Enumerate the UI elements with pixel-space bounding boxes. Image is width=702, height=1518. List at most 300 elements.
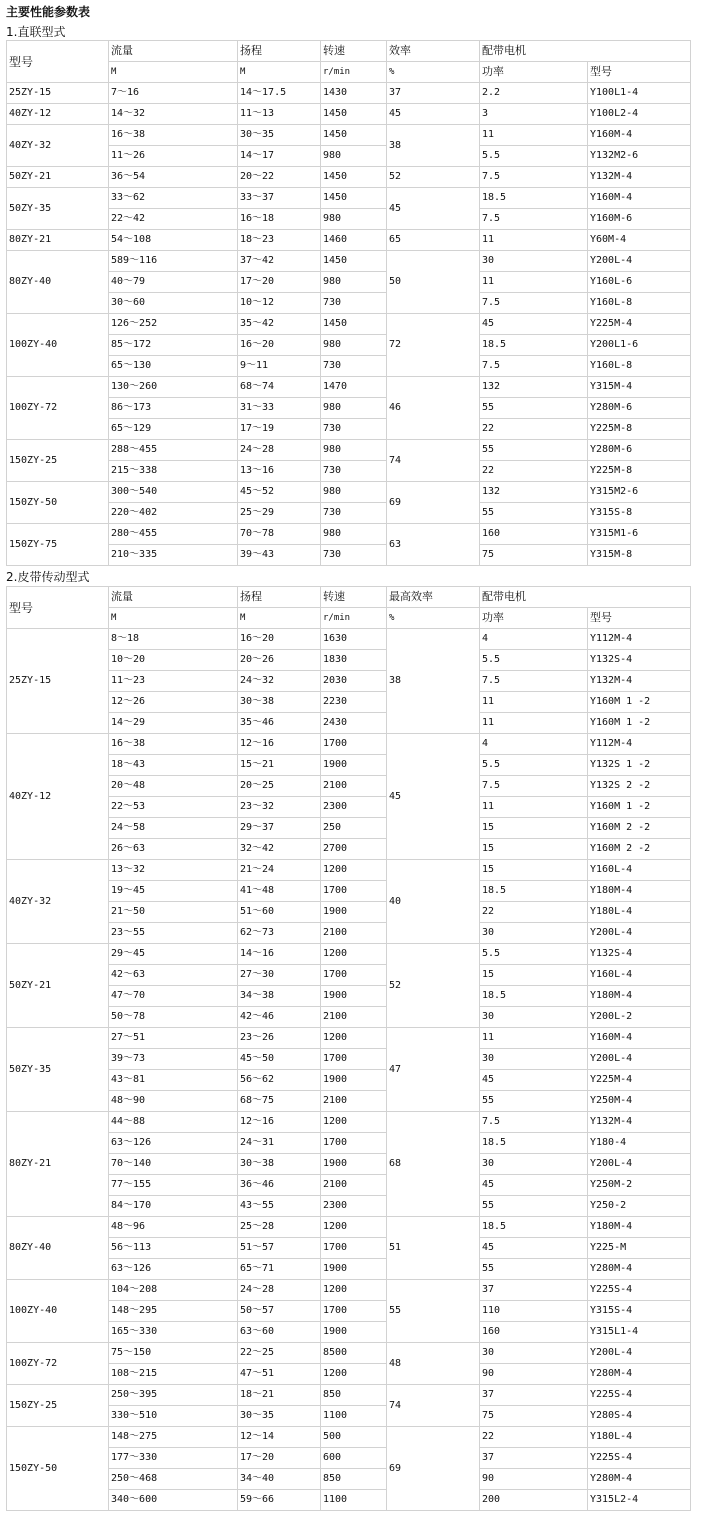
pump-model-cell: 40ZY-32 xyxy=(7,125,109,167)
speed-cell: 1700 xyxy=(321,1301,387,1322)
power-cell: 7.5 xyxy=(480,167,588,188)
table-row xyxy=(7,125,691,146)
power-cell: 45 xyxy=(480,1070,588,1091)
speed-cell: 2230 xyxy=(321,692,387,713)
flow-cell: 36～54 xyxy=(109,167,238,188)
table-row xyxy=(7,965,691,986)
flow-cell: 250～395 xyxy=(109,1385,238,1406)
flow-cell: 29～45 xyxy=(109,944,238,965)
head-cell: 16～20 xyxy=(238,629,321,650)
speed-cell: 1200 xyxy=(321,944,387,965)
table-row xyxy=(7,1133,691,1154)
table-row xyxy=(7,755,691,776)
table-row xyxy=(7,251,691,272)
table-row xyxy=(7,524,691,545)
flow-cell: 330～510 xyxy=(109,1406,238,1427)
speed-cell: 1830 xyxy=(321,650,387,671)
speed-cell: 1900 xyxy=(321,755,387,776)
flow-cell: 63～126 xyxy=(109,1133,238,1154)
table-row xyxy=(7,1007,691,1028)
table-row xyxy=(7,146,691,167)
flow-cell: 42～63 xyxy=(109,965,238,986)
speed-cell: 1450 xyxy=(321,125,387,146)
efficiency-cell: 45 xyxy=(387,734,480,860)
power-cell: 11 xyxy=(480,272,588,293)
head-cell: 32～42 xyxy=(238,839,321,860)
flow-cell: 43～81 xyxy=(109,1070,238,1091)
motor-model-cell: Y280M-4 xyxy=(588,1469,691,1490)
pump-model-cell: 25ZY-15 xyxy=(7,83,109,104)
efficiency-cell: 38 xyxy=(387,125,480,167)
table-row xyxy=(7,923,691,944)
pump-model-cell: 100ZY-72 xyxy=(7,377,109,440)
power-cell: 11 xyxy=(480,125,588,146)
efficiency-cell: 68 xyxy=(387,1112,480,1217)
flow-cell: 7～16 xyxy=(109,83,238,104)
speed-cell: 2100 xyxy=(321,1007,387,1028)
power-cell: 37 xyxy=(480,1280,588,1301)
power-cell: 11 xyxy=(480,692,588,713)
head-cell: 30～38 xyxy=(238,692,321,713)
flow-cell: 13～32 xyxy=(109,860,238,881)
flow-cell: 86～173 xyxy=(109,398,238,419)
head-cell: 47～51 xyxy=(238,1364,321,1385)
efficiency-cell: 52 xyxy=(387,944,480,1028)
speed-cell: 1900 xyxy=(321,1322,387,1343)
speed-cell: 1700 xyxy=(321,734,387,755)
power-cell: 4 xyxy=(480,629,588,650)
motor-model-cell: Y180L-4 xyxy=(588,902,691,923)
flow-cell: 104～208 xyxy=(109,1280,238,1301)
head-unit: M xyxy=(238,62,321,83)
flow-cell: 48～90 xyxy=(109,1091,238,1112)
table-row xyxy=(7,713,691,734)
flow-cell: 148～275 xyxy=(109,1427,238,1448)
head-cell: 25～28 xyxy=(238,1217,321,1238)
head-cell: 12～16 xyxy=(238,1112,321,1133)
flow-cell: 14～29 xyxy=(109,713,238,734)
motor-model-cell: Y160M-6 xyxy=(588,209,691,230)
flow-cell: 22～42 xyxy=(109,209,238,230)
power-cell: 200 xyxy=(480,1490,588,1511)
motor-model-cell: Y160L-4 xyxy=(588,965,691,986)
flow-cell: 126～252 xyxy=(109,314,238,335)
power-cell: 30 xyxy=(480,1343,588,1364)
power-cell: 55 xyxy=(480,1259,588,1280)
flow-cell: 26～63 xyxy=(109,839,238,860)
motor-model-cell: Y160M 1 -2 xyxy=(588,692,691,713)
power-cell: 132 xyxy=(480,377,588,398)
head-cell: 20～26 xyxy=(238,650,321,671)
flow-cell: 20～48 xyxy=(109,776,238,797)
speed-cell: 1200 xyxy=(321,1112,387,1133)
efficiency-cell: 52 xyxy=(387,167,480,188)
table-row xyxy=(7,1280,691,1301)
table-row xyxy=(7,1322,691,1343)
speed-cell: 1430 xyxy=(321,83,387,104)
power-cell: 11 xyxy=(480,1028,588,1049)
head-cell: 36～46 xyxy=(238,1175,321,1196)
flow-cell: 12～26 xyxy=(109,692,238,713)
efficiency-cell: 72 xyxy=(387,314,480,377)
power-cell: 75 xyxy=(480,1406,588,1427)
speed-cell: 1450 xyxy=(321,251,387,272)
motor-model-cell: Y132S 1 -2 xyxy=(588,755,691,776)
power-cell: 4 xyxy=(480,734,588,755)
flow-cell: 10～20 xyxy=(109,650,238,671)
motor-model-cell: Y225S-4 xyxy=(588,1385,691,1406)
table-row xyxy=(7,356,691,377)
header-row xyxy=(7,587,691,608)
motor-model-cell: Y160L-6 xyxy=(588,272,691,293)
motor-model-cell: Y132S-4 xyxy=(588,944,691,965)
table-row xyxy=(7,818,691,839)
flow-header: 流量 xyxy=(109,41,238,62)
head-cell: 68～74 xyxy=(238,377,321,398)
table-row xyxy=(7,797,691,818)
flow-cell: 165～330 xyxy=(109,1322,238,1343)
table-row xyxy=(7,272,691,293)
flow-cell: 8～18 xyxy=(109,629,238,650)
table-row xyxy=(7,650,691,671)
speed-cell: 1700 xyxy=(321,1049,387,1070)
power-cell: 30 xyxy=(480,1049,588,1070)
head-cell: 21～24 xyxy=(238,860,321,881)
flow-cell: 18～43 xyxy=(109,755,238,776)
pump-model-cell: 50ZY-21 xyxy=(7,167,109,188)
power-cell: 15 xyxy=(480,839,588,860)
power-cell: 3 xyxy=(480,104,588,125)
flow-cell: 56～113 xyxy=(109,1238,238,1259)
head-cell: 20～22 xyxy=(238,167,321,188)
head-cell: 65～71 xyxy=(238,1259,321,1280)
head-cell: 31～33 xyxy=(238,398,321,419)
pump-model-cell: 50ZY-35 xyxy=(7,1028,109,1112)
pump-model-cell: 50ZY-21 xyxy=(7,944,109,1028)
speed-cell: 980 xyxy=(321,482,387,503)
speed-cell: 1200 xyxy=(321,1364,387,1385)
head-cell: 63～60 xyxy=(238,1322,321,1343)
flow-cell: 148～295 xyxy=(109,1301,238,1322)
speed-cell: 980 xyxy=(321,398,387,419)
efficiency-cell: 51 xyxy=(387,1217,480,1280)
table-row xyxy=(7,734,691,755)
pump-model-cell: 80ZY-21 xyxy=(7,230,109,251)
table-row xyxy=(7,314,691,335)
efficiency-cell: 47 xyxy=(387,1028,480,1112)
flow-cell: 84～170 xyxy=(109,1196,238,1217)
motor-model-cell: Y225M-8 xyxy=(588,461,691,482)
speed-cell: 730 xyxy=(321,356,387,377)
power-cell: 160 xyxy=(480,524,588,545)
table-row xyxy=(7,1154,691,1175)
motor-model-cell: Y225S-4 xyxy=(588,1280,691,1301)
flow-cell: 14～32 xyxy=(109,104,238,125)
table-row xyxy=(7,1427,691,1448)
speed-cell: 250 xyxy=(321,818,387,839)
flow-cell: 220～402 xyxy=(109,503,238,524)
head-cell: 14～16 xyxy=(238,944,321,965)
flow-cell: 22～53 xyxy=(109,797,238,818)
power-cell: 18.5 xyxy=(480,881,588,902)
speed-cell: 1700 xyxy=(321,881,387,902)
power-cell: 45 xyxy=(480,1175,588,1196)
head-cell: 30～35 xyxy=(238,125,321,146)
speed-cell: 2100 xyxy=(321,923,387,944)
pump-model-cell: 150ZY-25 xyxy=(7,440,109,482)
motor-model-cell: Y225M-4 xyxy=(588,314,691,335)
efficiency-cell: 50 xyxy=(387,251,480,314)
speed-cell: 2700 xyxy=(321,839,387,860)
pump-model-cell: 150ZY-50 xyxy=(7,482,109,524)
power-cell: 55 xyxy=(480,1091,588,1112)
head-cell: 18～23 xyxy=(238,230,321,251)
model-header: 型号 xyxy=(7,41,109,83)
power-cell: 11 xyxy=(480,713,588,734)
table-row xyxy=(7,1406,691,1427)
motor-model-cell: Y112M-4 xyxy=(588,629,691,650)
power-cell: 45 xyxy=(480,1238,588,1259)
motor-model-cell: Y315M1-6 xyxy=(588,524,691,545)
flow-cell: 177～330 xyxy=(109,1448,238,1469)
table-row xyxy=(7,1343,691,1364)
motor-model-header: 型号 xyxy=(588,608,691,629)
motor-model-cell: Y280S-4 xyxy=(588,1406,691,1427)
section-title-direct: 1.直联型式 xyxy=(6,25,66,39)
flow-cell: 85～172 xyxy=(109,335,238,356)
motor-model-cell: Y280M-4 xyxy=(588,1259,691,1280)
table-row xyxy=(7,629,691,650)
head-cell: 24～31 xyxy=(238,1133,321,1154)
table-row xyxy=(7,209,691,230)
head-cell: 10～12 xyxy=(238,293,321,314)
flow-cell: 16～38 xyxy=(109,125,238,146)
speed-cell: 1900 xyxy=(321,1154,387,1175)
flow-cell: 75～150 xyxy=(109,1343,238,1364)
efficiency-cell: 65 xyxy=(387,230,480,251)
speed-cell: 1900 xyxy=(321,1070,387,1091)
power-cell: 18.5 xyxy=(480,1217,588,1238)
flow-cell: 21～50 xyxy=(109,902,238,923)
power-cell: 7.5 xyxy=(480,671,588,692)
table-row xyxy=(7,1196,691,1217)
flow-cell: 33～62 xyxy=(109,188,238,209)
motor-model-cell: Y250-2 xyxy=(588,1196,691,1217)
motor-model-cell: Y132M2-6 xyxy=(588,146,691,167)
flow-cell: 280～455 xyxy=(109,524,238,545)
head-cell: 18～21 xyxy=(238,1385,321,1406)
table-row xyxy=(7,1259,691,1280)
flow-cell: 23～55 xyxy=(109,923,238,944)
head-cell: 23～32 xyxy=(238,797,321,818)
motor-model-cell: Y180M-4 xyxy=(588,881,691,902)
speed-cell: 1700 xyxy=(321,1238,387,1259)
power-cell: 15 xyxy=(480,965,588,986)
motor-model-cell: Y315L2-4 xyxy=(588,1490,691,1511)
head-cell: 9～11 xyxy=(238,356,321,377)
motor-header: 配带电机 xyxy=(480,41,691,62)
motor-model-cell: Y315M2-6 xyxy=(588,482,691,503)
head-cell: 29～37 xyxy=(238,818,321,839)
table-row xyxy=(7,692,691,713)
speed-header: 转速 xyxy=(321,41,387,62)
model-header: 型号 xyxy=(7,587,109,629)
flow-cell: 54～108 xyxy=(109,230,238,251)
motor-model-cell: Y100L2-4 xyxy=(588,104,691,125)
head-cell: 17～20 xyxy=(238,1448,321,1469)
head-cell: 27～30 xyxy=(238,965,321,986)
speed-cell: 1460 xyxy=(321,230,387,251)
table-row xyxy=(7,1490,691,1511)
flow-header: 流量 xyxy=(109,587,238,608)
motor-model-cell: Y132M-4 xyxy=(588,167,691,188)
table-row xyxy=(7,482,691,503)
head-cell: 25～29 xyxy=(238,503,321,524)
motor-model-cell: Y225M-4 xyxy=(588,1070,691,1091)
flow-cell: 50～78 xyxy=(109,1007,238,1028)
table-row xyxy=(7,1028,691,1049)
flow-cell: 44～88 xyxy=(109,1112,238,1133)
motor-model-cell: Y160M 1 -2 xyxy=(588,713,691,734)
header-row-units xyxy=(7,62,691,83)
head-cell: 34～40 xyxy=(238,1469,321,1490)
head-cell: 16～18 xyxy=(238,209,321,230)
speed-cell: 980 xyxy=(321,335,387,356)
motor-model-cell: Y280M-6 xyxy=(588,440,691,461)
table-row xyxy=(7,776,691,797)
head-cell: 45～52 xyxy=(238,482,321,503)
table-row xyxy=(7,1364,691,1385)
pump-model-cell: 150ZY-25 xyxy=(7,1385,109,1427)
speed-cell: 500 xyxy=(321,1427,387,1448)
power-cell: 18.5 xyxy=(480,986,588,1007)
power-header: 功率 xyxy=(480,608,588,629)
table-row xyxy=(7,293,691,314)
power-cell: 7.5 xyxy=(480,776,588,797)
page-title: 主要性能参数表 xyxy=(6,5,91,19)
power-cell: 7.5 xyxy=(480,1112,588,1133)
head-cell: 43～55 xyxy=(238,1196,321,1217)
efficiency-cell: 37 xyxy=(387,83,480,104)
flow-cell: 130～260 xyxy=(109,377,238,398)
flow-cell: 19～45 xyxy=(109,881,238,902)
pump-model-cell: 150ZY-50 xyxy=(7,1427,109,1511)
motor-model-cell: Y200L-4 xyxy=(588,251,691,272)
flow-cell: 340～600 xyxy=(109,1490,238,1511)
power-cell: 18.5 xyxy=(480,335,588,356)
speed-header: 转速 xyxy=(321,587,387,608)
speed-unit: r/min xyxy=(321,608,387,629)
motor-model-cell: Y132M-4 xyxy=(588,1112,691,1133)
head-cell: 24～28 xyxy=(238,1280,321,1301)
efficiency-cell: 69 xyxy=(387,1427,480,1511)
efficiency-cell: 46 xyxy=(387,377,480,440)
power-cell: 45 xyxy=(480,314,588,335)
motor-model-cell: Y100L1-4 xyxy=(588,83,691,104)
motor-model-cell: Y315S-8 xyxy=(588,503,691,524)
power-cell: 5.5 xyxy=(480,146,588,167)
pump-model-cell: 150ZY-75 xyxy=(7,524,109,566)
motor-model-cell: Y132S 2 -2 xyxy=(588,776,691,797)
power-cell: 15 xyxy=(480,818,588,839)
speed-cell: 1450 xyxy=(321,188,387,209)
flow-cell: 108～215 xyxy=(109,1364,238,1385)
efficiency-cell: 55 xyxy=(387,1280,480,1343)
head-cell: 39～43 xyxy=(238,545,321,566)
table-row xyxy=(7,461,691,482)
speed-cell: 1450 xyxy=(321,314,387,335)
flow-cell: 288～455 xyxy=(109,440,238,461)
head-cell: 23～26 xyxy=(238,1028,321,1049)
head-cell: 45～50 xyxy=(238,1049,321,1070)
flow-cell: 11～23 xyxy=(109,671,238,692)
efficiency-cell: 74 xyxy=(387,1385,480,1427)
power-cell: 5.5 xyxy=(480,944,588,965)
efficiency-header: 最高效率 xyxy=(387,587,480,608)
motor-model-cell: Y160M 2 -2 xyxy=(588,818,691,839)
speed-cell: 1700 xyxy=(321,965,387,986)
power-cell: 22 xyxy=(480,1427,588,1448)
power-cell: 22 xyxy=(480,419,588,440)
motor-model-cell: Y250M-4 xyxy=(588,1091,691,1112)
efficiency-cell: 69 xyxy=(387,482,480,524)
speed-cell: 730 xyxy=(321,545,387,566)
motor-model-cell: Y160M-4 xyxy=(588,125,691,146)
speed-cell: 730 xyxy=(321,419,387,440)
head-cell: 42～46 xyxy=(238,1007,321,1028)
header-row xyxy=(7,41,691,62)
table-row xyxy=(7,104,691,125)
pump-model-cell: 50ZY-35 xyxy=(7,188,109,230)
speed-cell: 730 xyxy=(321,503,387,524)
motor-model-cell: Y112M-4 xyxy=(588,734,691,755)
pump-model-cell: 100ZY-40 xyxy=(7,1280,109,1343)
table-row xyxy=(7,440,691,461)
flow-cell: 40～79 xyxy=(109,272,238,293)
flow-cell: 70～140 xyxy=(109,1154,238,1175)
power-cell: 30 xyxy=(480,1007,588,1028)
speed-cell: 2100 xyxy=(321,1091,387,1112)
head-cell: 33～37 xyxy=(238,188,321,209)
speed-cell: 1450 xyxy=(321,104,387,125)
speed-cell: 2030 xyxy=(321,671,387,692)
motor-model-cell: Y225S-4 xyxy=(588,1448,691,1469)
power-cell: 11 xyxy=(480,797,588,818)
power-cell: 30 xyxy=(480,251,588,272)
speed-cell: 1630 xyxy=(321,629,387,650)
flow-cell: 47～70 xyxy=(109,986,238,1007)
head-header: 扬程 xyxy=(238,587,321,608)
efficiency-cell: 48 xyxy=(387,1343,480,1385)
speed-cell: 1200 xyxy=(321,1028,387,1049)
head-header: 扬程 xyxy=(238,41,321,62)
head-cell: 70～78 xyxy=(238,524,321,545)
power-header: 功率 xyxy=(480,62,588,83)
table-row xyxy=(7,1448,691,1469)
table-row xyxy=(7,419,691,440)
speed-cell: 980 xyxy=(321,524,387,545)
motor-model-cell: Y250M-2 xyxy=(588,1175,691,1196)
flow-cell: 65～130 xyxy=(109,356,238,377)
flow-cell: 210～335 xyxy=(109,545,238,566)
head-cell: 56～62 xyxy=(238,1070,321,1091)
motor-model-cell: Y315M-8 xyxy=(588,545,691,566)
speed-cell: 1200 xyxy=(321,1217,387,1238)
pump-model-cell: 80ZY-40 xyxy=(7,1217,109,1280)
table-row xyxy=(7,335,691,356)
head-cell: 34～38 xyxy=(238,986,321,1007)
pump-model-cell: 80ZY-40 xyxy=(7,251,109,314)
